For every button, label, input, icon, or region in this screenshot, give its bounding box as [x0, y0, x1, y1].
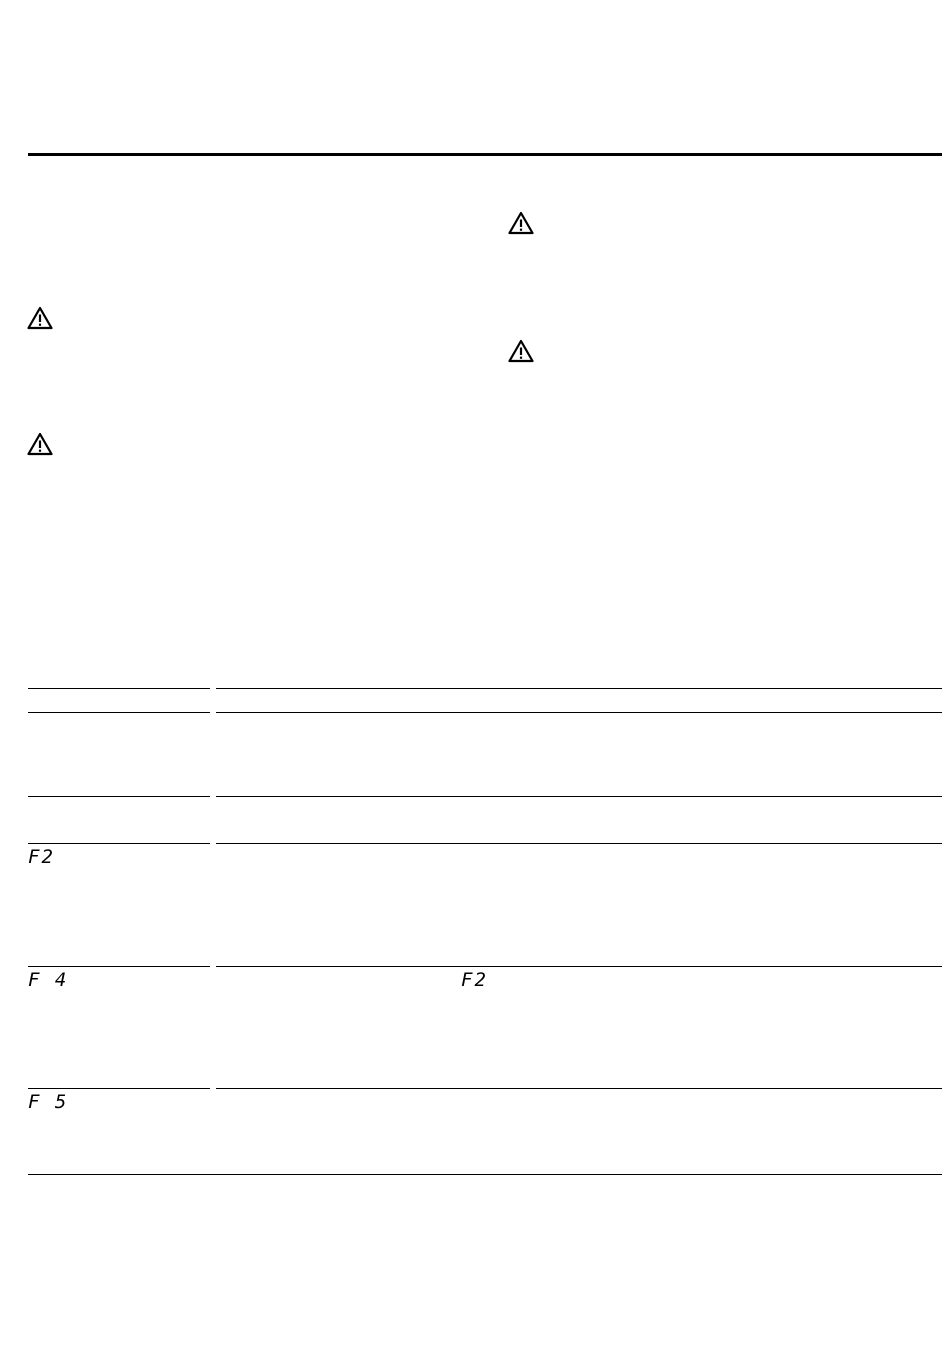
- fault-code: F2: [28, 846, 55, 868]
- warning-triangle-icon: [27, 306, 53, 330]
- fault-table: [28, 688, 942, 1175]
- fault-code: F 4: [28, 969, 69, 991]
- table-row: [28, 843, 942, 966]
- fault-code: F 5: [28, 1091, 69, 1113]
- table-row: [28, 966, 942, 1088]
- fault-code-inline: F2: [461, 969, 488, 991]
- table-header-row: [28, 688, 942, 712]
- header-rule: [28, 153, 942, 156]
- warning-triangle-icon: [508, 339, 534, 363]
- table-row: [28, 1088, 942, 1175]
- warning-triangle-icon: [508, 211, 534, 235]
- table-row: [28, 796, 942, 843]
- warning-triangle-icon: [27, 432, 53, 456]
- table-row: [28, 712, 942, 796]
